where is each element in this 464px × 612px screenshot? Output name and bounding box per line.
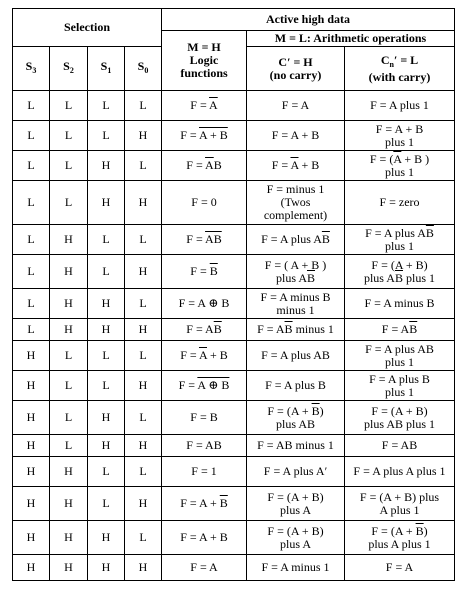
table-row <box>13 401 455 435</box>
overlined-term: $\overline{B}$ <box>415 523 424 538</box>
table-row <box>13 121 455 151</box>
with-carry-cell <box>345 181 455 225</box>
expression-text: A plus 1 <box>379 502 420 517</box>
select-cell-s3: L <box>13 91 50 121</box>
no-carry-cell <box>247 181 345 225</box>
select-cell-s3: H <box>13 341 50 371</box>
expression-text: plus AB <box>275 416 315 431</box>
overlined-term: $\overline{A}$ <box>393 151 402 166</box>
expression-text: plus A plus 1 <box>368 536 431 551</box>
select-cell-s2: L <box>50 341 88 371</box>
select-cell-s3: H <box>13 457 50 487</box>
overlined-term: $\overline{B}$ <box>307 270 316 285</box>
select-cell-s0: H <box>125 371 162 401</box>
expression-text: F = <box>178 378 198 392</box>
no-carry-cell <box>247 435 345 457</box>
expression-text: F = AB <box>381 438 418 452</box>
table-row <box>13 91 455 121</box>
table-row <box>13 151 455 181</box>
logic-function-cell <box>162 401 247 435</box>
table-row <box>13 225 455 255</box>
with-carry-cell <box>345 371 455 401</box>
expression-text: F = ( <box>369 151 394 166</box>
with-carry-cell <box>345 289 455 319</box>
overlined-term: $\overline{B}$ <box>321 232 330 246</box>
select-cell-s0: H <box>125 121 162 151</box>
logic-function-cell <box>162 319 247 341</box>
expression-text: plus 1 <box>384 384 414 399</box>
table-row <box>13 181 455 225</box>
logic-function-cell <box>162 91 247 121</box>
expression-text: F = A + B <box>180 530 228 544</box>
select-cell-s2: L <box>50 151 88 181</box>
overlined-term: $\overline{B}$ <box>425 225 434 240</box>
expression-text: F = A + B <box>271 128 320 142</box>
select-cell-s3: H <box>13 521 50 555</box>
no-carry-cell <box>247 371 345 401</box>
table-row <box>13 341 455 371</box>
select-cell-s3: L <box>13 289 50 319</box>
select-cell-s1: L <box>88 487 125 521</box>
table-body <box>13 91 455 581</box>
with-carry-cell <box>345 487 455 521</box>
with-carry-cell <box>345 341 455 371</box>
select-cell-s1: L <box>88 371 125 401</box>
expression-text: F = A <box>281 98 310 112</box>
select-cell-s0: L <box>125 151 162 181</box>
select-cell-s2: H <box>50 487 88 521</box>
logic-function-cell <box>162 289 247 319</box>
select-cell-s1: H <box>88 521 125 555</box>
expression-text: F = <box>186 158 206 172</box>
select-cell-s1: H <box>88 555 125 581</box>
table-row <box>13 371 455 401</box>
with-carry-cell <box>345 401 455 435</box>
select-cell-s0: L <box>125 521 162 555</box>
overlined-term: $\overline{B}$ <box>409 322 418 336</box>
expression-text: plus A <box>275 270 307 285</box>
expression-text: F = <box>186 232 206 246</box>
expression-text: F = A plus A <box>261 232 322 246</box>
select-cell-s1: L <box>88 91 125 121</box>
expression-text: F = <box>190 98 210 112</box>
expression-text: F = <box>180 348 199 362</box>
select-cell-s2: L <box>50 181 88 225</box>
expression-text: F = AB minus 1 <box>257 438 334 452</box>
select-cell-s1: H <box>88 319 125 341</box>
select-cell-s3: L <box>13 319 50 341</box>
select-cell-s1: L <box>88 341 125 371</box>
table-row <box>13 435 455 457</box>
logic-function-cell <box>162 371 247 401</box>
expression-text: + B <box>207 348 228 362</box>
expression-text: F = A plus B <box>265 378 326 392</box>
expression-text: plus 1 <box>384 134 414 149</box>
select-cell-s2: L <box>50 401 88 435</box>
expression-text: F = <box>190 264 210 278</box>
expression-text: plus 1 <box>384 164 414 179</box>
select-cell-s1: H <box>88 289 125 319</box>
select-cell-s3: H <box>13 371 50 401</box>
no-carry-cell <box>247 521 345 555</box>
expression-text: ) <box>319 403 324 418</box>
expression-text: F = (A + B) <box>267 489 324 504</box>
select-cell-s0: L <box>125 457 162 487</box>
select-cell-s2: H <box>50 225 88 255</box>
expression-text: (Twos <box>280 195 311 209</box>
select-cell-s2: H <box>50 555 88 581</box>
select-cell-s1: H <box>88 181 125 225</box>
s0-header: $S_0$ <box>125 47 162 91</box>
select-cell-s0: L <box>125 289 162 319</box>
select-cell-s0: H <box>125 435 162 457</box>
expression-text: minus 1 <box>276 302 315 317</box>
expression-text: F = A <box>190 560 218 574</box>
expression-text: F = A plus A plus 1 <box>353 464 446 478</box>
no-carry-header: C′ = H (no carry) <box>247 47 345 91</box>
select-cell-s3: L <box>13 121 50 151</box>
expression-text: F = 0 <box>191 195 217 209</box>
table-row <box>13 457 455 487</box>
select-cell-s1: H <box>88 435 125 457</box>
with-carry-cell <box>345 457 455 487</box>
expression-text: F = A plus A′ <box>263 464 328 478</box>
expression-text: F = A plus AB <box>365 341 434 356</box>
expression-text: B <box>213 158 222 172</box>
select-cell-s1: L <box>88 457 125 487</box>
expression-text: ) <box>423 523 428 538</box>
expression-text: F = A minus 1 <box>261 560 330 574</box>
no-carry-cell <box>247 151 345 181</box>
with-carry-cell <box>345 255 455 289</box>
overlined-term: $\overline{A}$ <box>198 348 207 362</box>
table-row <box>13 319 455 341</box>
select-cell-s2: H <box>50 521 88 555</box>
table-row <box>13 487 455 521</box>
expression-text: F = minus 1 <box>266 182 325 196</box>
select-cell-s2: H <box>50 457 88 487</box>
expression-text: plus 1 <box>384 354 414 369</box>
no-carry-cell <box>247 121 345 151</box>
expression-text: F = (A + <box>371 523 416 538</box>
expression-text: F = A + <box>180 496 220 510</box>
no-carry-cell <box>247 91 345 121</box>
expression-text: F = zero <box>379 195 420 209</box>
select-cell-s3: L <box>13 225 50 255</box>
table-row <box>13 555 455 581</box>
expression-text: F = <box>180 128 199 142</box>
no-carry-cell <box>247 487 345 521</box>
logic-function-cell <box>162 341 247 371</box>
logic-function-cell <box>162 435 247 457</box>
expression-text: F = (A + B) <box>371 403 428 418</box>
expression-text: F = A <box>257 322 285 336</box>
select-cell-s2: H <box>50 289 88 319</box>
overlined-term: $\overline{B}$ <box>284 322 293 336</box>
select-cell-s3: L <box>13 151 50 181</box>
alu-function-table <box>12 8 455 581</box>
truth-table-container <box>12 8 455 581</box>
with-carry-cell <box>345 225 455 255</box>
select-cell-s0: H <box>125 487 162 521</box>
s3-header: $S_3$ <box>13 47 50 91</box>
expression-text: plus A <box>363 270 395 285</box>
select-cell-s0: H <box>125 555 162 581</box>
logic-function-cell <box>162 255 247 289</box>
expression-text: F = AB <box>186 438 222 452</box>
no-carry-cell <box>247 457 345 487</box>
select-cell-s0: L <box>125 91 162 121</box>
expression-text: complement) <box>263 208 328 222</box>
select-cell-s0: H <box>125 255 162 289</box>
selection-header: Selection <box>13 9 162 47</box>
no-carry-cell <box>247 401 345 435</box>
expression-text: F = 1 <box>191 464 217 478</box>
expression-text: F = (A + B) <box>267 523 324 538</box>
overlined-term: A + B <box>199 128 228 142</box>
expression-text: plus 1 <box>403 270 436 285</box>
select-cell-s2: L <box>50 371 88 401</box>
select-cell-s2: L <box>50 435 88 457</box>
select-cell-s1: L <box>88 121 125 151</box>
expression-text: F = A minus B <box>364 296 435 310</box>
overlined-term: $\overline{A}$ <box>209 98 218 112</box>
expression-text: F = (A + B) plus <box>359 489 440 504</box>
select-cell-s0: H <box>125 181 162 225</box>
expression-text: F = <box>271 158 291 172</box>
select-cell-s0: L <box>125 341 162 371</box>
expression-text: F = A plus 1 <box>370 98 429 112</box>
logic-function-cell <box>162 521 247 555</box>
logic-function-cell <box>162 555 247 581</box>
select-cell-s2: L <box>50 121 88 151</box>
expression-text: F = A <box>385 560 414 574</box>
expression-text: F = A <box>381 322 410 336</box>
table-row <box>13 521 455 555</box>
expression-text: plus AB plus 1 <box>363 416 435 431</box>
logic-function-cell <box>162 487 247 521</box>
expression-text: plus A <box>279 536 311 551</box>
select-cell-s1: H <box>88 151 125 181</box>
expression-text: F = A plus A <box>365 225 426 240</box>
select-cell-s3: H <box>13 401 50 435</box>
s1-header: $S_1$ <box>88 47 125 91</box>
with-carry-cell <box>345 91 455 121</box>
overlined-term: $\overline{B}$ <box>213 322 222 336</box>
select-cell-s2: H <box>50 255 88 289</box>
expression-text: plus A <box>279 502 311 517</box>
expression-text: F = (A + <box>267 403 312 418</box>
expression-text: + B ) <box>401 151 430 166</box>
expression-text: plus 1 <box>384 238 414 253</box>
expression-text: F = (A + B) <box>371 257 428 272</box>
with-carry-cell <box>345 435 455 457</box>
with-carry-cell <box>345 521 455 555</box>
no-carry-cell <box>247 555 345 581</box>
overlined-term: $\overline{AB}$ <box>205 232 222 246</box>
table-row <box>13 255 455 289</box>
overlined-term: $\overline{B}$ <box>311 403 320 418</box>
overlined-term: $\overline{A}$ <box>290 158 299 172</box>
select-cell-s0: L <box>125 401 162 435</box>
select-cell-s0: L <box>125 225 162 255</box>
overlined-term: A ⊕ B <box>197 378 230 392</box>
expression-text: F = B <box>190 410 218 424</box>
select-cell-s3: H <box>13 555 50 581</box>
select-cell-s1: L <box>88 225 125 255</box>
select-cell-s2: L <box>50 91 88 121</box>
no-carry-cell <box>247 289 345 319</box>
no-carry-cell <box>247 319 345 341</box>
expression-text: F = A + B <box>375 121 424 136</box>
expression-text: F = A <box>186 322 214 336</box>
expression-text: F = A minus B <box>260 289 331 304</box>
logic-functions-header: M = H Logic functions <box>162 31 247 91</box>
expression-text: minus 1 <box>292 322 334 336</box>
logic-function-cell <box>162 181 247 225</box>
select-cell-s3: H <box>13 435 50 457</box>
expression-text: F = ( A + B ) <box>264 257 327 272</box>
with-carry-cell <box>345 151 455 181</box>
no-carry-cell <box>247 225 345 255</box>
select-cell-s0: H <box>125 319 162 341</box>
select-cell-s2: H <box>50 319 88 341</box>
expression-text: F = A plus B <box>369 371 430 386</box>
select-cell-s3: L <box>13 181 50 225</box>
overlined-term: $\overline{B}$ <box>209 264 218 278</box>
s2-header: $S_2$ <box>50 47 88 91</box>
overlined-term: $\overline{B}$ <box>394 270 403 285</box>
logic-function-cell <box>162 225 247 255</box>
logic-function-cell <box>162 121 247 151</box>
select-cell-s3: L <box>13 255 50 289</box>
no-carry-cell <box>247 341 345 371</box>
with-carry-cell <box>345 555 455 581</box>
select-cell-s3: H <box>13 487 50 521</box>
with-carry-cell <box>345 121 455 151</box>
select-cell-s1: L <box>88 255 125 289</box>
active-high-header: Active high data <box>162 9 455 31</box>
with-carry-header: $C_n' = L$ (with carry) <box>345 47 455 91</box>
arithmetic-operations-header: M = L: Arithmetic operations <box>247 31 455 47</box>
overlined-term: $\overline{A}$ <box>205 158 214 172</box>
with-carry-cell <box>345 319 455 341</box>
select-cell-s1: H <box>88 401 125 435</box>
no-carry-cell <box>247 255 345 289</box>
overlined-term: $\overline{B}$ <box>219 496 228 510</box>
expression-text: F = A plus AB <box>261 348 330 362</box>
expression-text: + B <box>298 158 320 172</box>
expression-text: F = A ⊕ B <box>178 296 230 310</box>
logic-function-cell <box>162 151 247 181</box>
logic-function-cell <box>162 457 247 487</box>
table-row <box>13 289 455 319</box>
